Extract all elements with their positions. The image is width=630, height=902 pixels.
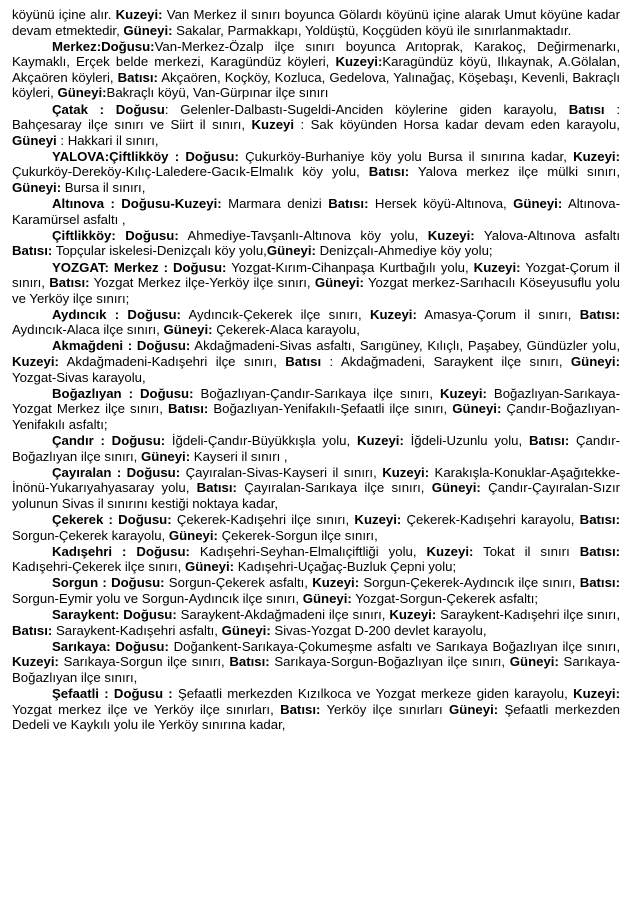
text-run: Boğazlıyan-Sarıkaya-Yozgat Merkez ilçe sınırı,: [12, 385, 620, 417]
text-run: Karakışla-Konuklar-Aşağıtekke-İnönü-Yukarıyahyasaray yolu,: [12, 464, 620, 496]
text-run: Altınova-Karamürsel asfaltı ,: [12, 196, 620, 227]
paragraph: [12, 512, 620, 543]
text-run: Denizçalı-Ahmediye köy yolu;: [315, 243, 493, 259]
text-run: Saraykent-Kadışehri ilçe sınırı,: [436, 607, 621, 623]
text-run: Yozgat Merkez ilçe-Yerköy ilçe sınırı,: [89, 275, 315, 291]
paragraph: [12, 607, 620, 638]
bold-label: Kuzeyi:: [389, 607, 437, 623]
text-run: Amasya-Çorum il sınırı,: [416, 306, 580, 322]
bold-label: Güneyi:: [513, 196, 563, 212]
bold-label: Kuzeyi:: [369, 306, 417, 322]
text-run: : Hakkari il sınırı,: [56, 132, 159, 148]
bold-label: Güneyi:: [123, 22, 173, 38]
text-run: Bursa il sınırı,: [61, 180, 146, 196]
text-run: Şefaatli merkezden Kızılkoca ve Yozgat merkeze giden karayolu,: [172, 686, 574, 702]
text-run: Yozgat-Sivas karayolu,: [12, 369, 146, 385]
text-run: Sarıkaya-Sorgun ilçe sınırı,: [58, 654, 230, 670]
text-run: Çayıralan-Sivas-Kayseri il sınırı,: [180, 464, 383, 480]
bold-label: Kuzeyi:: [427, 227, 475, 243]
bold-label: Kuzeyi:: [12, 654, 59, 670]
paragraph: [12, 544, 620, 575]
bold-label: Güneyi:: [302, 590, 352, 606]
paragraph: [12, 307, 620, 338]
paragraph: [12, 260, 620, 307]
text-run: Çukurköy-Dereköy-Kılıç-Laledere-Gacık-Elmalık köy yolu,: [12, 164, 369, 180]
bold-label: Kuzeyi:: [12, 354, 59, 370]
bold-label: Batısı:: [579, 575, 620, 591]
bold-label: Güneyi:: [570, 354, 620, 370]
text-run: Sorgun-Eymir yolu ve Sorgun-Aydıncık ilçe sınırı,: [12, 590, 303, 606]
text-run: Sakalar, Parmakkapı, Yoldüştü, Koçgüden köyü ile sınırlanmaktadır.: [172, 22, 572, 38]
paragraph: [12, 7, 620, 38]
bold-label: Batısı:: [579, 543, 621, 559]
text-run: Çandır-Çayıralan-Sızır yolunun Sivas il sınırını kestiği noktaya kadar,: [12, 480, 621, 511]
paragraph: [12, 102, 620, 149]
bold-label: Çandır : Doğusu:: [52, 433, 166, 449]
paragraph: [12, 433, 620, 464]
text-run: Akdağmadeni-Sivas asfaltı, Sarıgüney, Kılıçlı, Paşabey, Gündüzler yolu,: [190, 338, 620, 354]
text-run: Marmara denizi: [221, 196, 329, 212]
bold-label: Güneyi:: [449, 701, 499, 717]
bold-label: Batısı:: [229, 654, 270, 670]
bold-label: Batısı:: [280, 701, 321, 717]
bold-label: Kuzeyi:: [440, 385, 487, 401]
text-run: Doğankent-Sarıkaya-Çokumeşme asfaltı ve Sarıkaya Boğazlıyan ilçe sınırı,: [168, 638, 620, 654]
bold-label: Sorgun : Doğusu:: [52, 575, 165, 591]
paragraph: [12, 575, 620, 606]
bold-label: Kuzeyi:: [573, 686, 620, 702]
bold-label: Batısı:: [328, 196, 369, 212]
text-run: Sorgun-Çekerek-Aydıncık ilçe sınırı,: [359, 575, 580, 591]
bold-label: Kuzeyi:: [335, 54, 383, 70]
bold-label: Kuzeyi:: [312, 575, 360, 591]
text-run: Kadışehri-Çekerek ilçe sınırı,: [12, 559, 185, 575]
bold-label: Aydıncık : Doğusu:: [52, 306, 181, 322]
bold-label: Batısı:: [49, 275, 90, 291]
text-run: Çandır-Boğazlıyan ilçe sınırı,: [12, 433, 620, 464]
text-run: Sivas-Yozgat D-200 devlet karayolu,: [270, 622, 487, 638]
text-run: Çukurköy-Burhaniye köy yolu Bursa il sınırına kadar,: [238, 148, 574, 164]
bold-label: Kuzeyi:: [473, 259, 521, 275]
text-run: Akdağmadeni-Kadışehri ilçe sınırı,: [58, 354, 286, 370]
bold-label: Saraykent: Doğusu:: [52, 607, 177, 623]
text-run: Yozgat-Çorum il sınırı,: [12, 259, 620, 291]
bold-label: YOZGAT: Merkez : Doğusu:: [52, 259, 227, 275]
bold-label: Güneyi:: [57, 85, 107, 101]
bold-label: Batısı:: [196, 480, 237, 496]
bold-label: Güneyi:: [184, 559, 235, 575]
paragraph: [12, 338, 620, 385]
bold-label: Batısı:: [579, 306, 620, 322]
bold-label: Kuzeyi:: [573, 148, 620, 164]
text-run: Topçular iskelesi-Denizçalı köy yolu,: [52, 243, 267, 259]
paragraph: [12, 39, 620, 101]
bold-label: Güneyi:: [221, 622, 271, 638]
text-run: Şefaatli merkezden Dedeli ve Kaykılı yolu ile Yerköy sınırına kadar,: [12, 701, 620, 733]
bold-label: Çatak : Doğusu: [52, 101, 165, 117]
bold-label: Çekerek : Doğusu:: [52, 512, 172, 527]
bold-label: Batısı: [285, 354, 322, 370]
bold-label: Boğazlıyan : Doğusu:: [52, 385, 194, 401]
text-run: Kadışehri-Uçağaç-Buzluk Çepni yolu;: [234, 559, 457, 575]
text-run: Bakraçlı köyü, Van-Gürpınar ilçe sınırı: [106, 85, 329, 101]
bold-label: Kuzeyi: [251, 117, 295, 133]
bold-label: Altınova : Doğusu-Kuzeyi:: [52, 196, 222, 212]
bold-label: Güneyi:: [509, 654, 559, 670]
text-run: Saraykent-Akdağmadeni ilçe sınırı,: [176, 607, 390, 623]
text-run: : Sak köyünden Horsa kadar devam eden karayolu,: [294, 117, 620, 133]
text-run: Van-Merkez-Özalp ilçe sınırı boyunca Arıtoprak, Karakoç, Değirmenarkı, Kaymaklı, Erçek belde merkezi, Karagündüz köyleri,: [12, 38, 620, 70]
bold-label: Güneyi:: [168, 527, 218, 543]
bold-label: Batısı:: [368, 164, 410, 180]
text-run: Karagündüz köyü, Ilıkaynak, A.Gölalan, Akçaören köyleri,: [12, 54, 620, 85]
bold-label: Batısı:: [12, 243, 53, 259]
text-run: Yozgat merkez-Sarıhacılı Köseyusuflu yolu ve Yerköy ilçe sınırı;: [12, 275, 620, 306]
bold-label: Batısı:: [117, 69, 158, 85]
bold-label: Güneyi:: [266, 243, 316, 259]
text-run: Yalova-Altınova asfaltı: [474, 227, 620, 243]
bold-label: Çayıralan : Doğusu:: [52, 464, 181, 480]
bold-label: Çiftlikköy: Doğusu:: [52, 227, 179, 243]
text-run: Akçaören, Koçköy, Kozluca, Gedelova, Yalınağaç, Köşebaşı, Kevenli, Bakraçlı köyleri,: [12, 69, 620, 101]
text-run: köyünü içine alır.: [12, 7, 116, 22]
bold-label: Kuzeyi:: [356, 433, 404, 449]
bold-label: Güneyi: [12, 132, 57, 148]
text-run: Van Merkez il sınırı boyunca Gölardı köyünü içine alarak Umut köyüne kadar devam etmektedir,: [12, 7, 620, 38]
bold-label: Kuzeyi:: [426, 543, 474, 559]
text-run: Sorgun-Çekerek asfaltı,: [164, 575, 313, 591]
text-run: Kadışehri-Seyhan-Elmalıçiftliği yolu,: [189, 543, 427, 559]
bold-label: Güneyi:: [452, 401, 502, 417]
text-run: Ahmediye-Tavşanlı-Altınova köy yolu,: [178, 227, 428, 243]
text-run: Çekerek-Alaca karayolu,: [212, 322, 360, 338]
text-run: Sarıkaya-Sorgun-Boğazlıyan ilçe sınırı,: [269, 654, 510, 670]
text-run: Aydıncık-Çekerek ilçe sınırı,: [180, 306, 370, 322]
text-run: Sorgun-Çekerek karayolu,: [12, 527, 169, 543]
bold-label: Batısı: [568, 101, 605, 117]
text-run: Saraykent-Kadışehri asfaltı,: [52, 622, 222, 638]
bold-label: Güneyi:: [314, 275, 364, 291]
text-run: Yozgat-Kırım-Cihanpaşa Kurtbağılı yolu,: [226, 259, 474, 275]
bold-label: Kuzeyi:: [354, 512, 402, 527]
text-run: Çekerek-Sorgun ilçe sınırı,: [217, 527, 378, 543]
text-run: Hersek köyü-Altınova,: [368, 196, 514, 212]
text-run: Aydıncık-Alaca ilçe sınırı,: [12, 322, 164, 338]
text-run: Tokat il sınırı: [473, 543, 580, 559]
bold-label: Güneyi:: [12, 180, 62, 196]
bold-label: Batısı:: [167, 401, 209, 417]
bold-label: Batısı:: [528, 433, 570, 449]
bold-label: Kadışehri : Doğusu:: [52, 543, 190, 559]
bold-label: Kuzeyi:: [115, 7, 163, 22]
bold-label: Sarıkaya: Doğusu:: [52, 638, 169, 654]
bold-label: Kuzeyi:: [382, 464, 430, 480]
text-run: İğdeli-Uzunlu yolu,: [403, 433, 529, 449]
text-run: Çandır-Boğazlıyan-Yenifakılı asfaltı;: [12, 401, 621, 432]
bold-label: Merkez:Doğusu:: [52, 38, 155, 54]
paragraph: [12, 686, 620, 733]
paragraph: [12, 228, 620, 259]
paragraph: [12, 386, 620, 433]
bold-label: Güneyi:: [431, 480, 481, 496]
text-run: Yozgat-Sorgun-Çekerek asfaltı;: [351, 590, 539, 606]
text-run: Boğazlıyan-Çandır-Sarıkaya ilçe sınırı,: [193, 385, 440, 401]
text-run: Yerköy ilçe sınırları: [320, 701, 450, 717]
text-run: Boğazlıyan-Yenifakılı-Şefaatli ilçe sınırı,: [208, 401, 453, 417]
bold-label: Akmağdeni : Doğusu:: [52, 338, 191, 354]
text-run: Çayıralan-Sarıkaya ilçe sınırı,: [236, 480, 432, 496]
paragraph: [12, 149, 620, 196]
bold-label: Şefaatli : Doğusu :: [52, 686, 173, 702]
text-run: : Gelenler-Dalbastı-Sugeldi-Anciden köylerine giden karayolu,: [164, 101, 569, 117]
text-run: Sarıkaya-Boğazlıyan ilçe sınırı,: [12, 654, 620, 685]
text-run: Yozgat merkez ilçe ve Yerköy ilçe sınırları,: [12, 701, 281, 717]
paragraph: [12, 639, 620, 686]
text-run: Yalova merkez ilçe mülki sınırı,: [409, 164, 620, 180]
bold-label: Güneyi:: [141, 448, 191, 464]
text-run: : Akdağmadeni, Saraykent ilçe sınırı,: [321, 354, 571, 370]
bold-label: Batısı:: [12, 622, 53, 638]
text-run: Kayseri il sınırı ,: [190, 448, 288, 464]
text-run: Çekerek-Kadışehri ilçe sınırı,: [171, 512, 355, 527]
bold-label: YALOVA:Çiftlikköy : Doğusu:: [52, 148, 239, 164]
bold-label: Güneyi:: [163, 322, 213, 338]
text-run: Çekerek-Kadışehri karayolu,: [401, 512, 580, 527]
bold-label: Batısı:: [579, 512, 620, 527]
text-run: : Bahçesaray ilçe sınırı ve Siirt il sınırı,: [12, 101, 620, 133]
paragraph: [12, 196, 620, 227]
paragraph: [12, 465, 620, 512]
text-run: İğdeli-Çandır-Büyükkışla yolu,: [165, 433, 357, 449]
